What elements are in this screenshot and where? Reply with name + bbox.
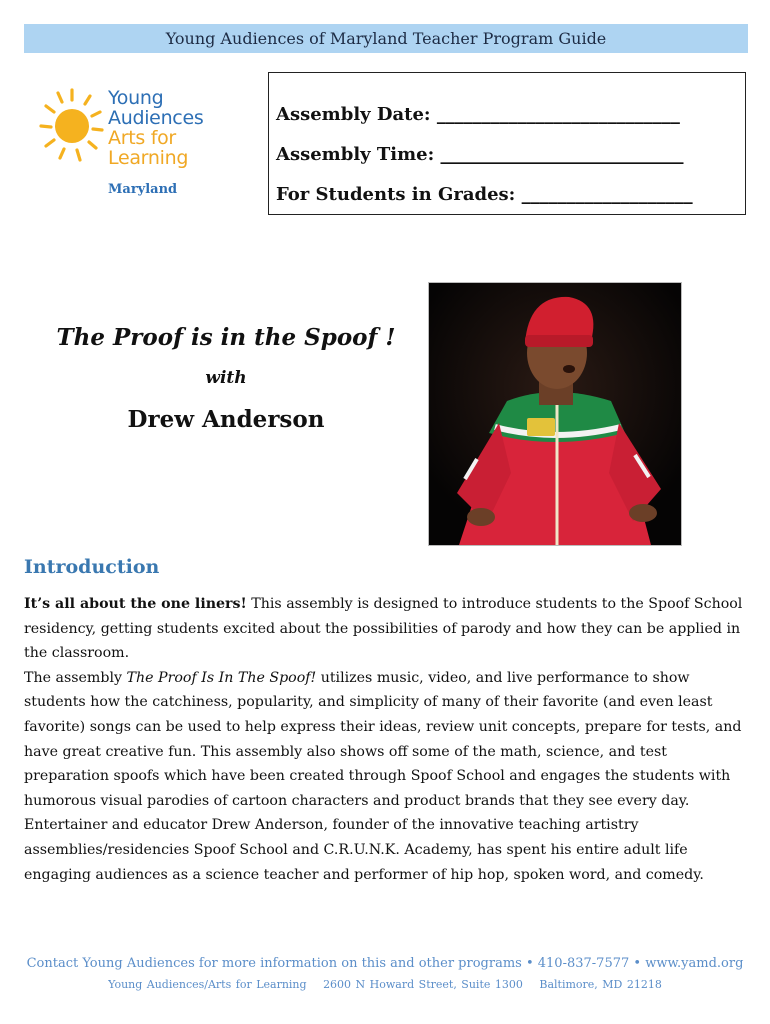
logo-wordmark bbox=[108, 88, 203, 168]
logo-subtitle: Maryland bbox=[108, 182, 178, 197]
program-title: The Proof is in the Spoof ! bbox=[56, 324, 396, 351]
grades-field[interactable]: For Students in Grades: ___________________ bbox=[276, 184, 693, 205]
intro-paragraph-2-start: The assembly bbox=[24, 669, 127, 686]
artist-name: Drew Anderson bbox=[127, 406, 325, 433]
organization-logo bbox=[38, 86, 228, 206]
assembly-time-field[interactable]: Assembly Time: ___________________________ bbox=[276, 144, 684, 165]
program-with: with bbox=[205, 368, 247, 388]
footer-contact: Contact Young Audiences for more information on this and other programs • 410-837-7577 • www.yamd.org bbox=[26, 956, 744, 971]
intro-paragraph-1-text: This assembly is designed to introduce students to the Spoof School residency, getting students excited about the possibilities of parody and how they can be applied in the classroom. bbox=[24, 596, 743, 662]
logo-line-young: Young bbox=[108, 87, 164, 109]
footer-org: Young Audiences/Arts for Learning bbox=[108, 978, 307, 991]
introduction-body bbox=[24, 592, 748, 887]
assembly-info-box bbox=[268, 72, 746, 215]
intro-paragraph-3: Entertainer and educator Drew Anderson, founder of the innovative teaching artistry assemblies/residencies Spoof School and C.R.U.N.K. Academy, has spent his entire adult life engaging audiences as a science teacher and performer of hip hop, spoken word, and comedy. bbox=[24, 817, 704, 883]
intro-program-title-italic: The Proof Is In The Spoof! bbox=[126, 669, 317, 686]
intro-paragraph-1 bbox=[24, 592, 748, 666]
sun-icon bbox=[38, 86, 110, 166]
footer-address bbox=[0, 978, 770, 991]
intro-paragraph-2 bbox=[24, 666, 748, 814]
logo-line-learning: Learning bbox=[108, 147, 189, 169]
logo-line-audiences: Audiences bbox=[108, 107, 204, 129]
performer-photo bbox=[428, 282, 682, 546]
footer-city: Baltimore, MD 21218 bbox=[539, 978, 662, 991]
page-header-bar bbox=[24, 24, 748, 53]
intro-paragraph-2-text: utilizes music, video, and live performance to show students how the catchiness, popularity, and simplicity of many of their favorite (and even least favorite) songs can be used to help express their ideas, review unit concepts, prepare for tests, and have great creative fun. This assembly also shows off some of the math, science, and test preparation spoofs which have been created through Spoof School and engages the students with humorous visual parodies of cartoon characters and product brands that they see every day. bbox=[24, 669, 742, 809]
intro-lead-bold: It’s all about the one liners! bbox=[24, 596, 247, 612]
introduction-heading: Introduction bbox=[24, 556, 160, 578]
assembly-date-field[interactable]: Assembly Date: ___________________________ bbox=[276, 104, 680, 125]
header-title: Young Audiences of Maryland Teacher Program Guide bbox=[165, 29, 607, 48]
logo-line-arts: Arts for bbox=[108, 127, 176, 149]
footer-street: 2600 N Howard Street, Suite 1300 bbox=[323, 978, 523, 991]
performer-image bbox=[429, 283, 681, 545]
